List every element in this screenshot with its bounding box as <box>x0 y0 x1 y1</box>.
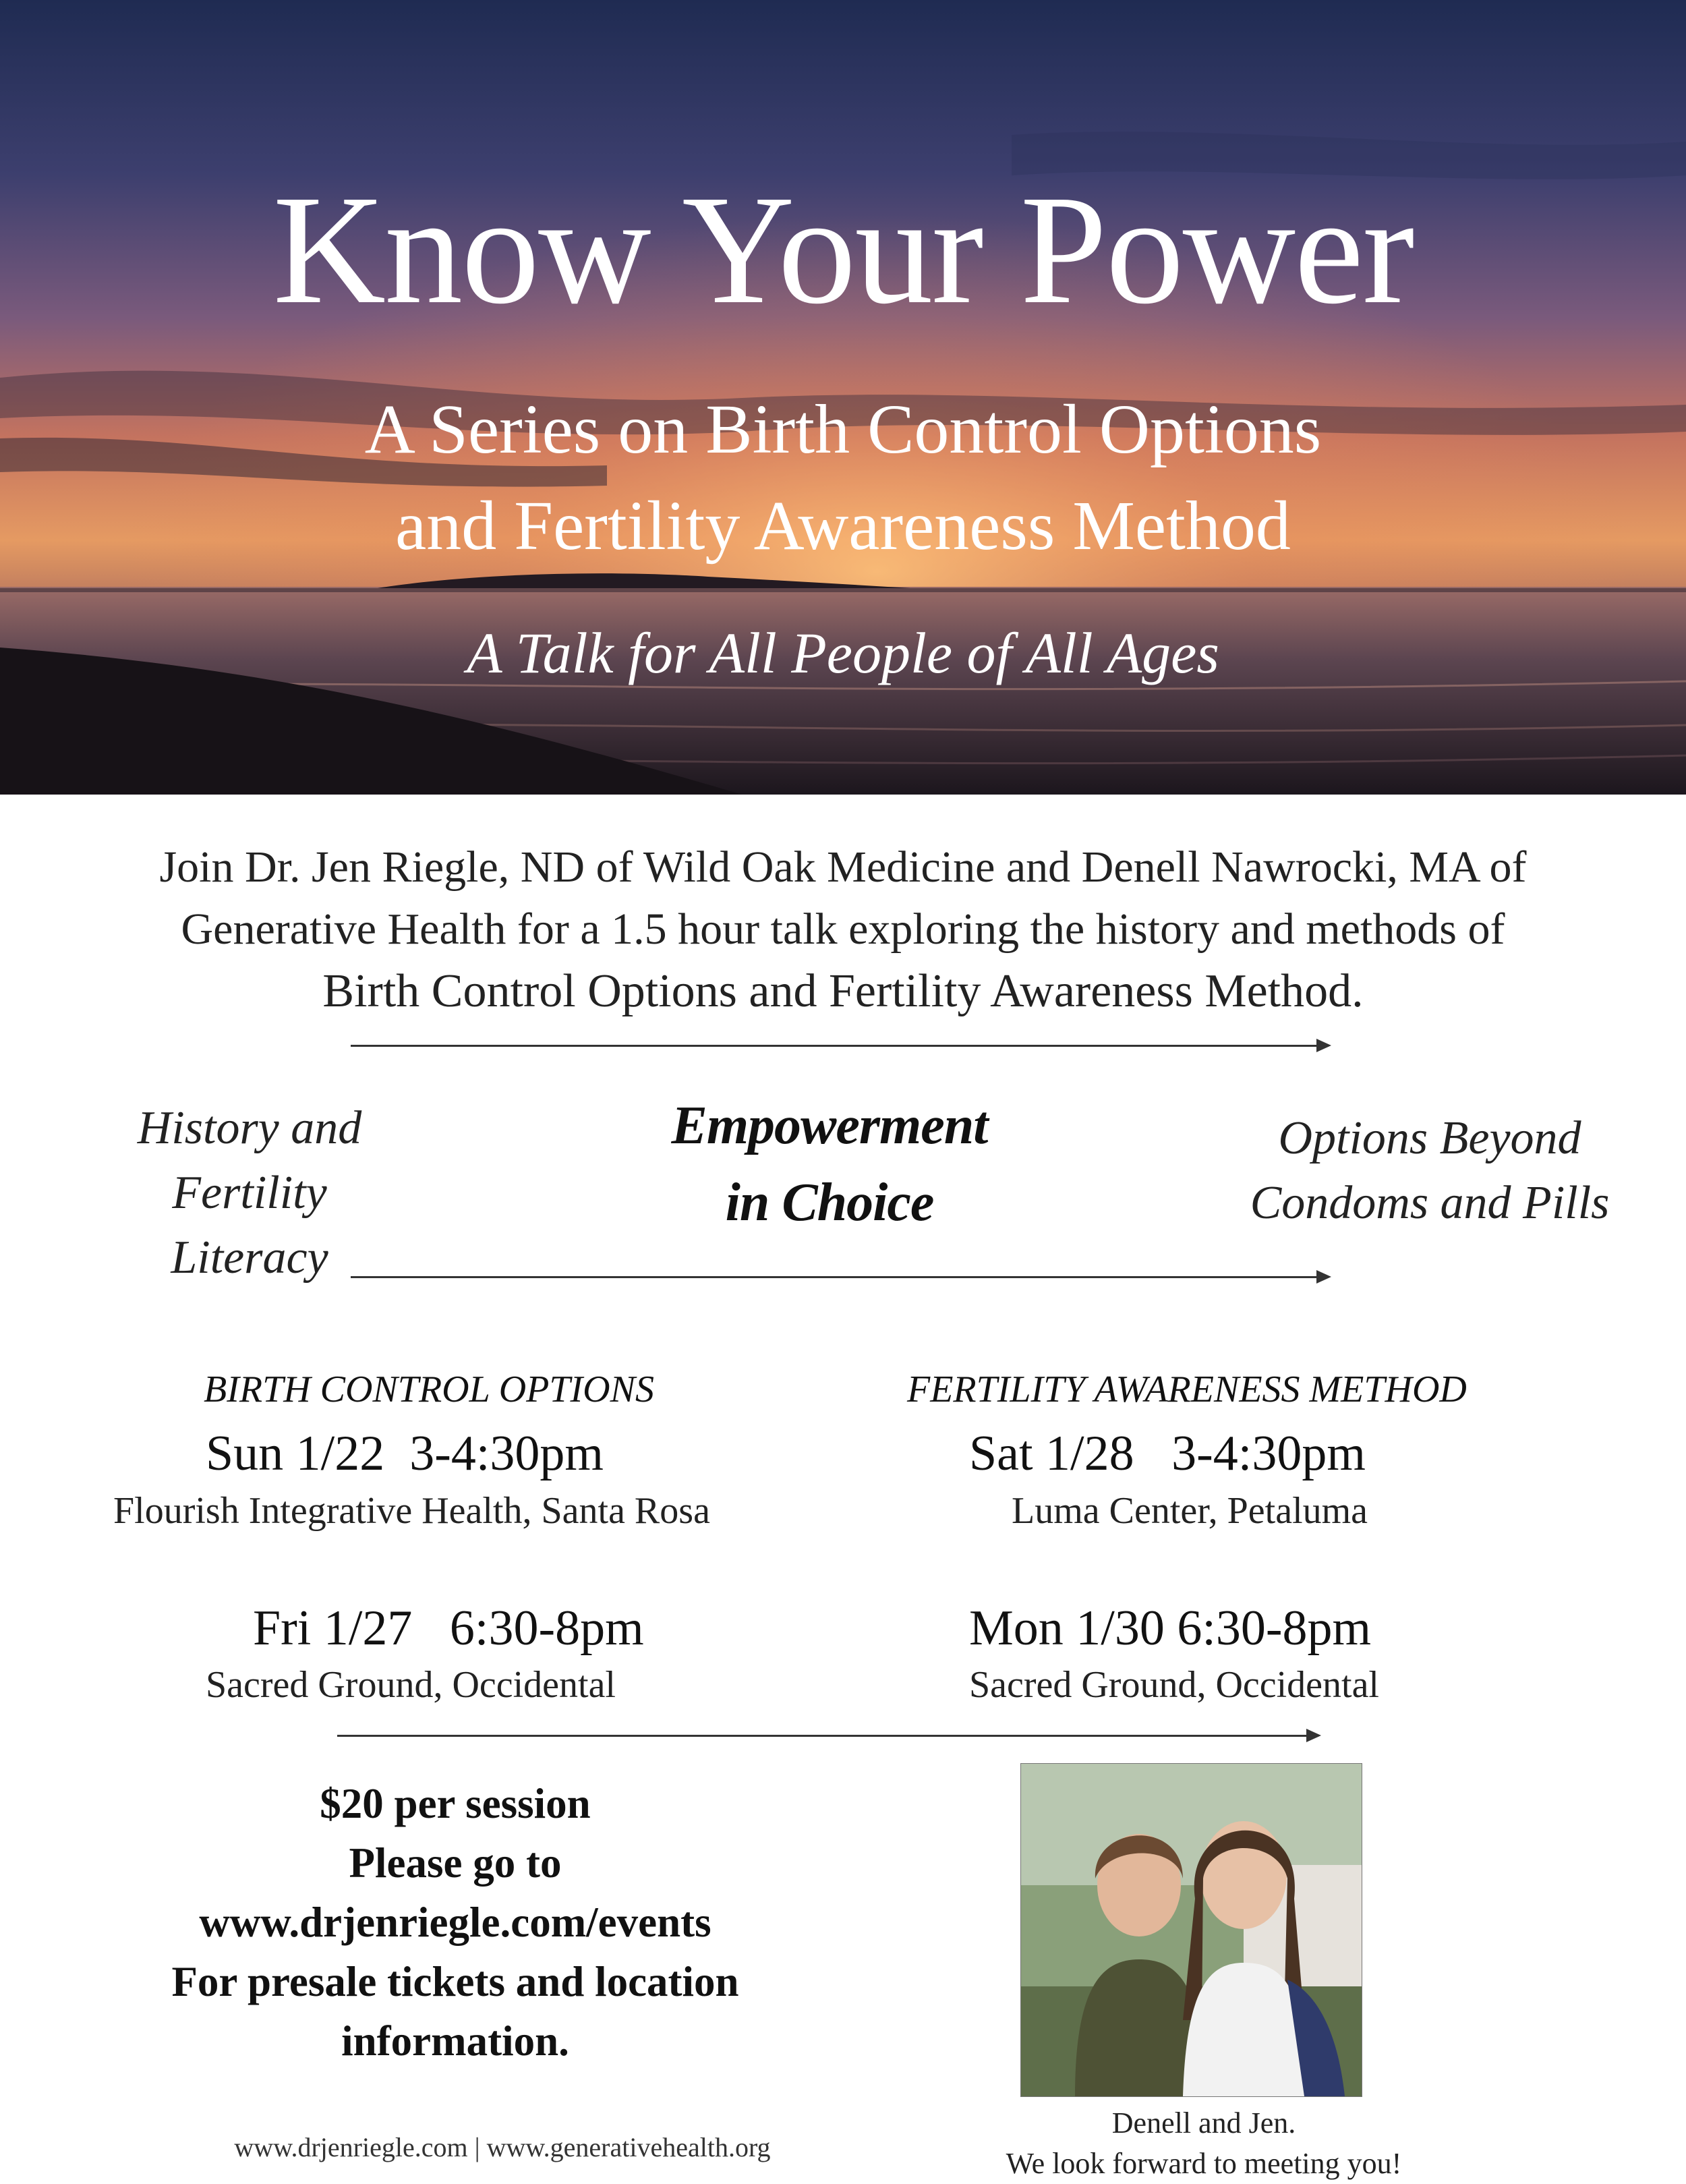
session-location: Flourish Integrative Health, Santa Rosa <box>113 1490 710 1532</box>
caption-line: Denell and Jen. <box>1111 2106 1296 2139</box>
subtitle-line-1: A Series on Birth Control Options <box>364 391 1322 468</box>
intro-line: Birth Control Options and Fertility Awareness Method. <box>322 965 1364 1017</box>
price-line: $20 per session <box>320 1780 591 1827</box>
presenters-photo <box>1020 1763 1362 2097</box>
tagline: A Talk for All People of All Ages <box>467 621 1219 685</box>
photo-caption <box>944 2103 1463 2184</box>
session-time: Fri 1/27 6:30-8pm <box>253 1601 644 1656</box>
pricing-info <box>101 1774 809 2071</box>
intro-line: Join Dr. Jen Riegle, ND of Wild Oak Medicine and Denell Nawrocki, MA of <box>159 842 1527 892</box>
subtitle-line-2: and Fertility Awareness Method <box>395 487 1291 565</box>
session-location: Sacred Ground, Occidental <box>969 1664 1379 1706</box>
pillar-line: Fertility Literacy <box>171 1167 328 1284</box>
divider-arrow <box>351 1276 1329 1278</box>
session-time: Sun 1/22 3-4:30pm <box>206 1426 604 1481</box>
caption-line: We look forward to meeting you! <box>1006 2147 1402 2180</box>
divider-arrow <box>351 1045 1329 1047</box>
pillar-line: History and <box>137 1102 362 1154</box>
divider-arrow <box>337 1735 1318 1737</box>
fertility-heading: FERTILITY AWARENESS METHOD <box>907 1369 1467 1410</box>
pillar-line: Condoms and Pills <box>1250 1177 1610 1229</box>
session-location: Sacred Ground, Occidental <box>206 1664 616 1706</box>
pillar-history <box>88 1096 411 1290</box>
intro-paragraph <box>88 836 1598 1023</box>
intro-line: Generative Health for a 1.5 hour talk exploring the history and methods of <box>181 904 1505 954</box>
pillar-line: in Choice <box>725 1173 934 1232</box>
footer-links[interactable]: www.drjenriegle.com | www.generativehealth.org <box>234 2132 771 2162</box>
pillar-options <box>1241 1106 1619 1236</box>
price-line: Please go to <box>349 1839 562 1887</box>
session-location: Luma Center, Petaluma <box>1012 1490 1368 1532</box>
events-link[interactable]: www.drjenriegle.com/events <box>199 1899 711 1946</box>
pillar-empowerment <box>627 1087 1032 1241</box>
price-line: information. <box>341 2017 569 2065</box>
birth-control-heading: BIRTH CONTROL OPTIONS <box>204 1369 654 1410</box>
pillar-line: Empowerment <box>671 1096 988 1155</box>
pillar-line: Options Beyond <box>1278 1112 1581 1164</box>
session-time: Mon 1/30 6:30-8pm <box>969 1601 1372 1656</box>
photo-illustration <box>1021 1764 1362 2096</box>
session-time: Sat 1/28 3-4:30pm <box>969 1426 1366 1481</box>
page-title: Know Your Power <box>272 163 1414 337</box>
price-line: For presale tickets and location <box>171 1958 739 2005</box>
